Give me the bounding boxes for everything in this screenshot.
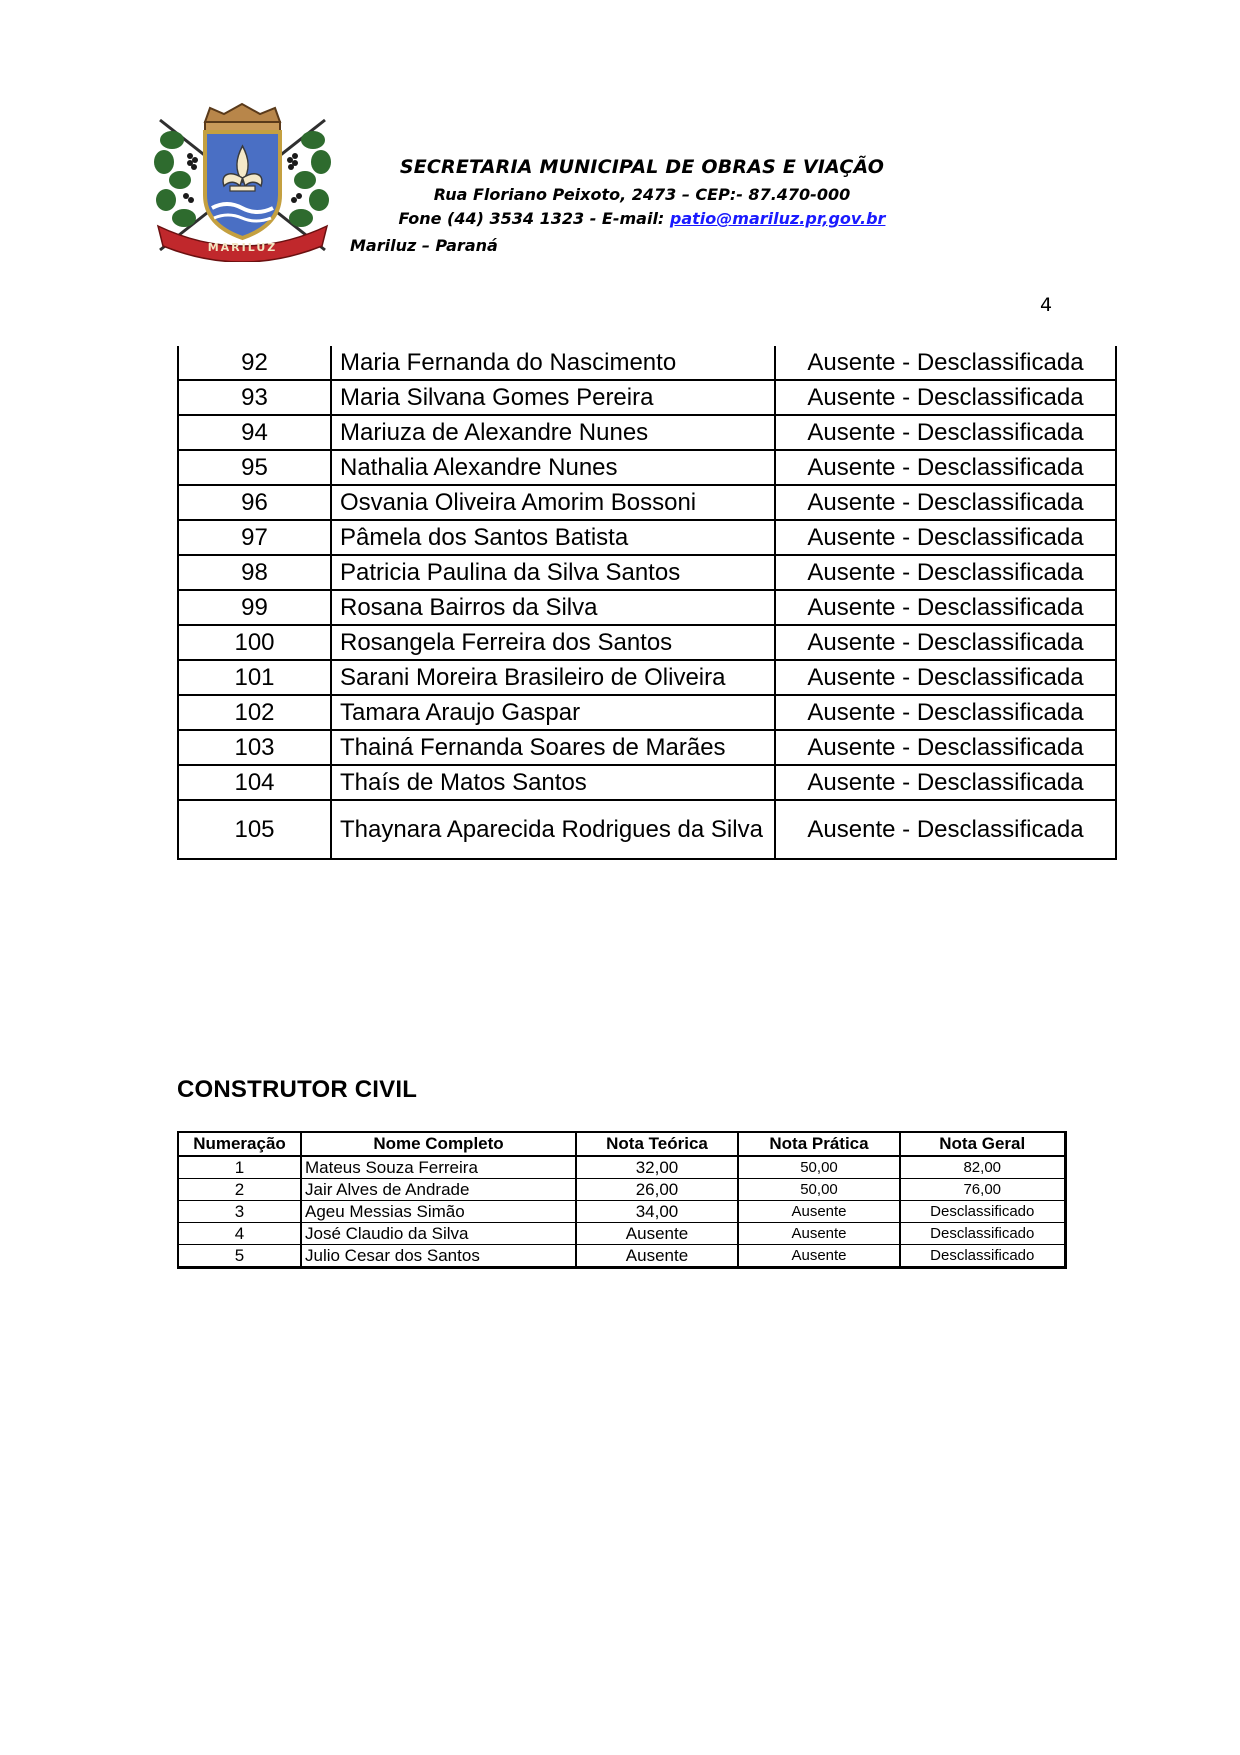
- table-row: [178, 485, 1116, 520]
- candidate-status: Ausente - Desclassificada: [775, 660, 1116, 695]
- candidate-name: Thainá Fernanda Soares de Marães: [331, 730, 775, 765]
- grade-name: José Claudio da Silva: [301, 1223, 576, 1245]
- candidate-status: Ausente - Desclassificada: [775, 520, 1116, 555]
- crest-banner-text: MARILUZ: [207, 241, 278, 254]
- email-link[interactable]: patio@mariluz.pr,gov.br: [669, 209, 886, 228]
- results-table: [177, 346, 1117, 860]
- department-contact: [0, 209, 1240, 228]
- row-number: 105: [178, 800, 331, 859]
- column-header-overall: Nota Geral: [900, 1132, 1065, 1156]
- table-row: [178, 625, 1116, 660]
- row-number: 100: [178, 625, 331, 660]
- candidate-status: Ausente - Desclassificada: [775, 346, 1116, 380]
- row-number: 96: [178, 485, 331, 520]
- column-header-theory: Nota Teórica: [576, 1132, 738, 1156]
- candidate-name: Pâmela dos Santos Batista: [331, 520, 775, 555]
- candidate-name: Maria Fernanda do Nascimento: [331, 346, 775, 380]
- municipal-crest-logo: [150, 100, 335, 262]
- grade-number: 5: [178, 1245, 301, 1268]
- grade-practice: 50,00: [738, 1179, 900, 1201]
- row-number: 102: [178, 695, 331, 730]
- grade-name: Mateus Souza Ferreira: [301, 1156, 576, 1179]
- grades-table: [177, 1131, 1067, 1269]
- page-number: 4: [1040, 294, 1053, 316]
- table-row: [178, 1223, 1065, 1245]
- grade-theory: 32,00: [576, 1156, 738, 1179]
- candidate-status: Ausente - Desclassificada: [775, 695, 1116, 730]
- column-header-practice: Nota Prática: [738, 1132, 900, 1156]
- row-number: 103: [178, 730, 331, 765]
- department-city: Mariluz – Paraná: [350, 236, 498, 255]
- row-number: 101: [178, 660, 331, 695]
- candidate-name: Rosangela Ferreira dos Santos: [331, 625, 775, 660]
- grade-theory: 26,00: [576, 1179, 738, 1201]
- table-row: [178, 1201, 1065, 1223]
- grade-overall: 82,00: [900, 1156, 1065, 1179]
- grade-theory: 34,00: [576, 1201, 738, 1223]
- grade-number: 3: [178, 1201, 301, 1223]
- table-row: [178, 415, 1116, 450]
- candidate-name: Nathalia Alexandre Nunes: [331, 450, 775, 485]
- candidate-name: Thaís de Matos Santos: [331, 765, 775, 800]
- row-number: 93: [178, 380, 331, 415]
- table-row: [178, 450, 1116, 485]
- candidate-status: Ausente - Desclassificada: [775, 380, 1116, 415]
- candidate-status: Ausente - Desclassificada: [775, 590, 1116, 625]
- candidate-status: Ausente - Desclassificada: [775, 450, 1116, 485]
- row-number: 95: [178, 450, 331, 485]
- grade-practice: Ausente: [738, 1223, 900, 1245]
- row-number: 98: [178, 555, 331, 590]
- candidate-status: Ausente - Desclassificada: [775, 485, 1116, 520]
- department-title: SECRETARIA MUNICIPAL DE OBRAS E VIAÇÃO: [399, 156, 885, 178]
- candidate-name: Tamara Araujo Gaspar: [331, 695, 775, 730]
- row-number: 104: [178, 765, 331, 800]
- results-table-body: [178, 346, 1116, 859]
- table-row: [178, 1245, 1065, 1268]
- grade-overall: Desclassificado: [900, 1245, 1065, 1268]
- grade-number: 2: [178, 1179, 301, 1201]
- row-number: 94: [178, 415, 331, 450]
- candidate-name: Maria Silvana Gomes Pereira: [331, 380, 775, 415]
- grade-name: Jair Alves de Andrade: [301, 1179, 576, 1201]
- grade-name: Ageu Messias Simão: [301, 1201, 576, 1223]
- candidate-status: Ausente - Desclassificada: [775, 765, 1116, 800]
- table-row: [178, 520, 1116, 555]
- candidate-name: Osvania Oliveira Amorim Bossoni: [331, 485, 775, 520]
- candidate-status: Ausente - Desclassificada: [775, 730, 1116, 765]
- grade-number: 4: [178, 1223, 301, 1245]
- candidate-name: Patricia Paulina da Silva Santos: [331, 555, 775, 590]
- phone-text: Fone (44) 3534 1323 - E-mail:: [398, 209, 670, 228]
- grade-theory: Ausente: [576, 1245, 738, 1268]
- table-row: [178, 555, 1116, 590]
- column-header-number: Numeração: [178, 1132, 301, 1156]
- column-header-name: Nome Completo: [301, 1132, 576, 1156]
- grade-overall: Desclassificado: [900, 1223, 1065, 1245]
- department-address: Rua Floriano Peixoto, 2473 – CEP:- 87.470-000: [433, 185, 851, 204]
- table-row: [178, 800, 1116, 859]
- table-row: [178, 1156, 1065, 1179]
- table-row: [178, 1179, 1065, 1201]
- grade-practice: 50,00: [738, 1156, 900, 1179]
- table-row: [178, 590, 1116, 625]
- row-number: 97: [178, 520, 331, 555]
- candidate-status: Ausente - Desclassificada: [775, 555, 1116, 590]
- candidate-status: Ausente - Desclassificada: [775, 415, 1116, 450]
- candidate-status: Ausente - Desclassificada: [775, 800, 1116, 859]
- table-row: [178, 730, 1116, 765]
- grade-overall: Desclassificado: [900, 1201, 1065, 1223]
- grade-practice: Ausente: [738, 1245, 900, 1268]
- table-row: [178, 380, 1116, 415]
- grade-theory: Ausente: [576, 1223, 738, 1245]
- candidate-name: Sarani Moreira Brasileiro de Oliveira: [331, 660, 775, 695]
- table-row: [178, 695, 1116, 730]
- grade-number: 1: [178, 1156, 301, 1179]
- section-heading: CONSTRUTOR CIVIL: [177, 1076, 418, 1103]
- table-row: [178, 660, 1116, 695]
- table-row: [178, 765, 1116, 800]
- candidate-status: Ausente - Desclassificada: [775, 625, 1116, 660]
- table-row: [178, 346, 1116, 380]
- candidate-name: Mariuza de Alexandre Nunes: [331, 415, 775, 450]
- grade-name: Julio Cesar dos Santos: [301, 1245, 576, 1268]
- grades-header-row: [178, 1132, 1065, 1156]
- grades-table-body: [178, 1156, 1065, 1268]
- candidate-name: Thaynara Aparecida Rodrigues da Silva: [331, 800, 775, 859]
- grade-overall: 76,00: [900, 1179, 1065, 1201]
- grade-practice: Ausente: [738, 1201, 900, 1223]
- candidate-name: Rosana Bairros da Silva: [331, 590, 775, 625]
- row-number: 92: [178, 346, 331, 380]
- row-number: 99: [178, 590, 331, 625]
